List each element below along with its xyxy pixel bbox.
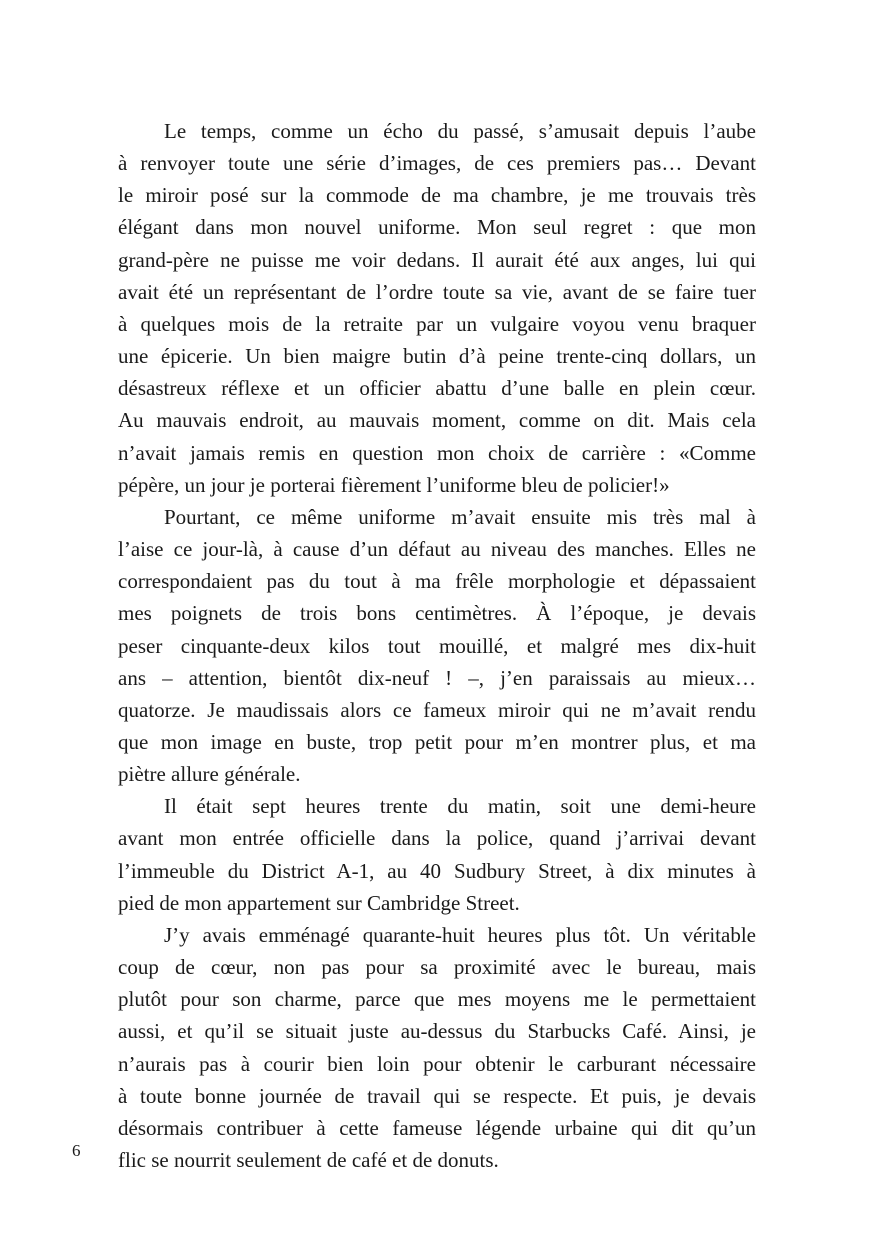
text-line: n’aurais pas à courir bien loin pour obtenir le carburant nécessaire <box>118 1051 756 1076</box>
text-line: Il était sept heures trente du matin, soit une demi-heure <box>164 794 756 819</box>
text-line: coup de cœur, non pas pour sa proximité avec le bureau, mais <box>118 955 756 980</box>
text-line: n’avait jamais remis en question mon choix de carrière : «Comme <box>118 440 756 465</box>
text-line: pied de mon appartement sur Cambridge Street. <box>118 890 520 915</box>
text-line: avant mon entrée officielle dans la police, quand j’arrivai devant <box>118 826 756 851</box>
text-line: flic se nourrit seulement de café et de donuts. <box>118 1148 499 1172</box>
text-line: peser cinquante-deux kilos tout mouillé, et malgré mes dix-huit <box>118 633 756 658</box>
text-line: élégant dans mon nouvel uniforme. Mon seul regret : que mon <box>118 215 756 240</box>
text-line: avait été un représentant de l’ordre toute sa vie, avant de se faire tuer <box>118 279 756 304</box>
text-line: ans – attention, bientôt dix-neuf ! –, j’en paraissais au mieux… <box>118 665 756 690</box>
text-line: que mon image en buste, trop petit pour m’en montrer plus, et ma <box>118 729 756 754</box>
text-line: l’immeuble du District A-1, au 40 Sudbury Street, à dix minutes à <box>118 858 756 883</box>
text-line: correspondaient pas du tout à ma frêle morphologie et dépassaient <box>118 569 756 594</box>
page-number: 6 <box>72 1141 81 1160</box>
text-line: piètre allure générale. <box>118 762 301 787</box>
text-line: le miroir posé sur la commode de ma chambre, je me trouvais très <box>118 183 756 208</box>
paragraph-1 <box>118 115 756 501</box>
text-line: l’aise ce jour-là, à cause d’un défaut au niveau des manches. Elles ne <box>118 537 756 562</box>
text-line: Au mauvais endroit, au mauvais moment, comme on dit. Mais cela <box>118 408 756 433</box>
text-line: désastreux réflexe et un officier abattu d’une balle en plein cœur. <box>118 376 756 401</box>
text-line: désormais contribuer à cette fameuse légende urbaine qui dit qu’un <box>118 1115 756 1140</box>
body-text <box>118 115 756 1176</box>
text-line: à quelques mois de la retraite par un vulgaire voyou venu braquer <box>118 311 756 336</box>
text-line: à renvoyer toute une série d’images, de ces premiers pas… Devant <box>118 151 756 176</box>
paragraph-3 <box>118 790 756 919</box>
text-line: à toute bonne journée de travail qui se respecte. Et puis, je devais <box>118 1083 756 1108</box>
text-line: pépère, un jour je porterai fièrement l’uniforme bleu de policier!» <box>118 472 670 497</box>
text-line: Le temps, comme un écho du passé, s’amusait depuis l’aube <box>164 119 756 143</box>
text-line: aussi, et qu’il se situait juste au-dessus du Starbucks Café. Ainsi, je <box>118 1019 756 1044</box>
paragraph-4 <box>118 919 756 1176</box>
text-line: une épicerie. Un bien maigre butin d’à peine trente-cinq dollars, un <box>118 344 756 369</box>
text-line: Pourtant, ce même uniforme m’avait ensuite mis très mal à <box>164 504 756 529</box>
text-line: quatorze. Je maudissais alors ce fameux miroir qui ne m’avait rendu <box>118 697 756 722</box>
text-line: J’y avais emménagé quarante-huit heures plus tôt. Un véritable <box>164 922 756 947</box>
paragraph-2 <box>118 501 756 790</box>
text-line: mes poignets de trois bons centimètres. À l’époque, je devais <box>118 601 756 626</box>
text-line: plutôt pour son charme, parce que mes moyens me le permettaient <box>118 987 756 1012</box>
text-line: grand-père ne puisse me voir dedans. Il aurait été aux anges, lui qui <box>118 247 756 272</box>
